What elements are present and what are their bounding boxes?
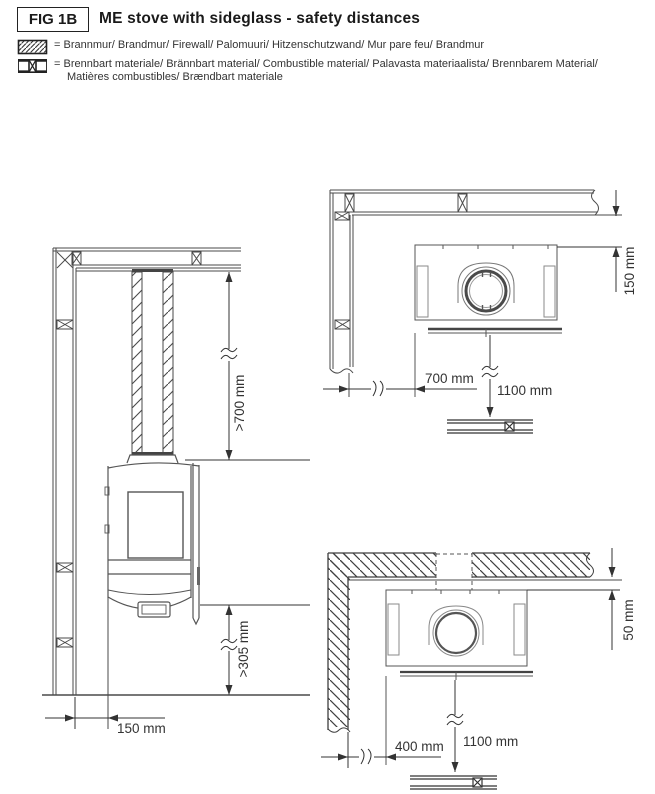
dim-label-side-clearance: 400 mm <box>395 739 444 754</box>
dim-label-front-clearance: 1100 mm <box>463 734 519 749</box>
figure-number-box: FIG 1B <box>17 7 89 32</box>
combustible-floor-strip <box>410 776 497 789</box>
dim-glass-floor-clearance <box>200 605 310 695</box>
stud-x-block <box>458 194 467 212</box>
dim-top-clearance <box>185 272 310 460</box>
plan-view-combustible-wall <box>323 190 637 433</box>
plan-view-firewall <box>321 548 636 789</box>
side-glass-panel-right <box>544 266 555 317</box>
stud-x-block <box>57 320 73 329</box>
page-title: ME stove with sideglass - safety distances <box>99 10 421 27</box>
stud-x-block <box>192 252 201 265</box>
dim-wall-clearance <box>42 598 310 736</box>
dim-front-clearance <box>447 680 518 772</box>
stud-x-block <box>345 194 354 212</box>
flue-opening <box>436 551 472 579</box>
wall-section <box>53 248 76 695</box>
corner-wall-section <box>330 190 622 397</box>
dim-label-glass-floor-clearance: >305 mm <box>236 620 251 678</box>
dim-label-side-clearance: 700 mm <box>425 371 474 386</box>
dim-label-rear-clearance: 150 mm <box>622 246 637 296</box>
dim-side-clearance <box>321 739 444 764</box>
stud-x-block <box>335 212 349 220</box>
chimney-flue <box>132 269 173 455</box>
dim-rear-clearance <box>557 190 637 295</box>
dim-label-wall-clearance: 150 mm <box>117 721 166 736</box>
side-glass-panel-right <box>514 604 525 655</box>
dim-label-top-clearance: >700 mm <box>232 374 247 432</box>
stove-foot <box>138 602 170 617</box>
side-view-drawing <box>42 248 310 736</box>
dim-label-front-clearance: 1100 mm <box>497 383 553 398</box>
stud-x-block <box>57 638 73 647</box>
stud-x-block <box>335 320 350 329</box>
dim-front-clearance <box>482 335 552 417</box>
stud-x-block <box>57 563 73 572</box>
dim-side-clearance <box>323 371 477 396</box>
stove-side-view <box>105 455 200 624</box>
flue-outlet <box>433 610 479 656</box>
side-glass-panel-left <box>388 604 399 655</box>
side-glass-window <box>128 492 183 558</box>
dim-label-rear-clearance: 50 mm <box>621 599 636 641</box>
ceiling-section <box>53 248 241 271</box>
side-glass-panel-left <box>417 266 428 317</box>
combustible-floor-strip <box>447 420 533 433</box>
legend-combustible-label: = Brennbart materiale/ Brännbart material/ Combustible material/ Palavasta materiaalista/ Brennbarem Material/ Matières combustibles/ Brændbart materiale <box>54 58 598 83</box>
legend-firewall-label: = Brannmur/ Brandmur/ Firewall/ Palomuuri/ Hitzenschutzwand/ Mur pare feu/ Brandmur <box>54 39 485 51</box>
